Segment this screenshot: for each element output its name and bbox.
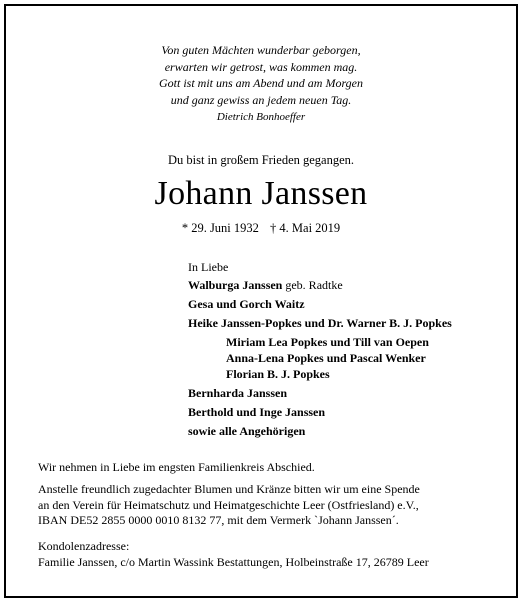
family-member-row <box>188 278 343 293</box>
family-member-row: sowie alle Angehörigen <box>188 424 306 438</box>
poem-line: Gott ist mit uns am Abend und am Morgen <box>159 76 363 90</box>
poem-line: und ganz gewiss an jedem neuen Tag. <box>170 92 352 107</box>
farewell-notice: Wir nehmen in Liebe im engsten Familienkreis Abschied. <box>38 460 315 474</box>
poem <box>6 42 516 108</box>
poem-author: Dietrich Bonhoeffer <box>216 111 306 123</box>
family-member-name: Walburga Janssen <box>188 278 283 292</box>
condolence-label: Kondolenzadresse: <box>38 539 130 553</box>
in-liebe-label: In Liebe <box>188 260 229 274</box>
donation-line: an den Verein für Heimatschutz und Heimatgeschichte Leer (Ostfriesland) e.V., <box>38 497 419 512</box>
deceased-name: Johann Janssen <box>154 175 368 212</box>
family-member-suffix: geb. Radtke <box>282 278 343 292</box>
family-member-row: Heike Janssen-Popkes und Dr. Warner B. J. Popkes <box>188 316 452 330</box>
family-member-row: Berthold und Inge Janssen <box>188 405 326 419</box>
family-member-row: Bernharda Janssen <box>188 386 288 400</box>
grandchild-row: Miriam Lea Popkes und Till van Oepen <box>226 335 429 349</box>
life-dates <box>6 221 516 236</box>
grandchild-row: Anna-Lena Popkes und Pascal Wenker <box>226 351 426 365</box>
grandchild-row: Florian B. J. Popkes <box>226 367 330 381</box>
condolence-address: Familie Janssen, c/o Martin Wassink Bestattungen, Holbeinstraße 17, 26789 Leer <box>38 554 429 569</box>
poem-line: Von guten Mächten wunderbar geborgen, <box>161 43 361 57</box>
poem-line: erwarten wir getrost, was kommen mag. <box>164 59 358 74</box>
intro-text: Du bist in großem Frieden gegangen. <box>167 153 355 167</box>
birth-date: * 29. Juni 1932 <box>181 221 259 235</box>
donation-line: IBAN DE52 2855 0000 0010 8132 77, mit dem Vermerk `Johann Janssen´. <box>38 513 399 527</box>
condolence-block <box>38 539 429 570</box>
donation-line: Anstelle freundlich zugedachter Blumen und Kränze bitten wir um eine Spende <box>38 482 420 496</box>
obituary-frame <box>4 4 518 598</box>
donation-request <box>38 482 420 529</box>
family-member-row: Gesa und Gorch Waitz <box>188 297 305 311</box>
death-date: † 4. Mai 2019 <box>270 221 341 235</box>
